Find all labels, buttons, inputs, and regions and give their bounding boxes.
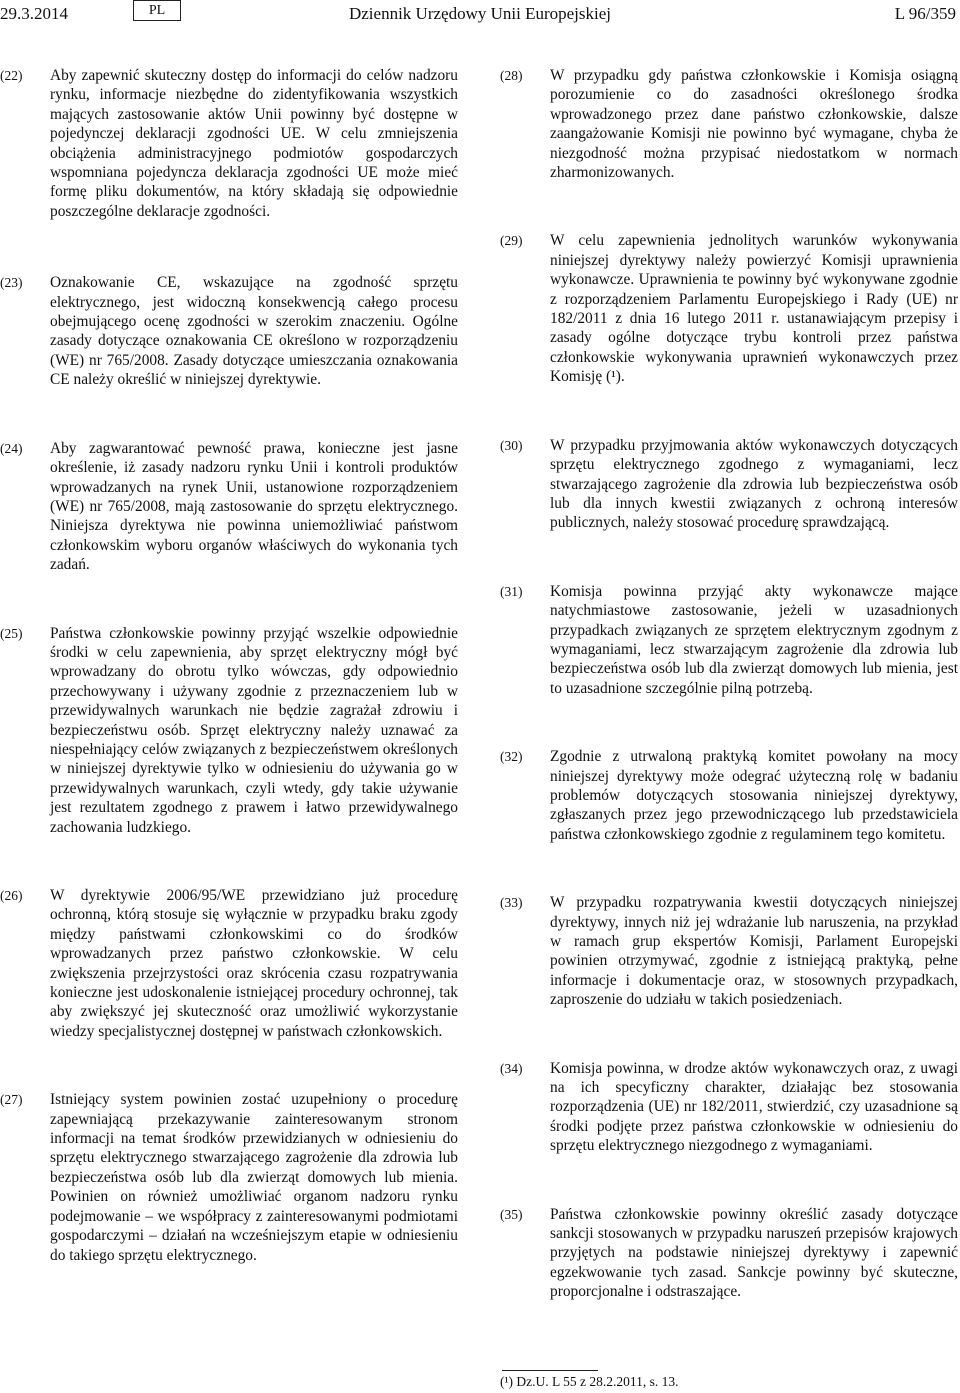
recital-23 bbox=[0, 273, 458, 389]
recital-text: Komisja powinna przyjąć akty wykonawcze mające natychmiastowe zastosowanie, jeżeli w uzasadnionych przypadkach związanych ze sprzętem elektrycznym zgodnym z wymaganiami, lecz stwarzającym zagrożenie dla zdrowia lub bezpieczeństwa osób lub dla zwierząt domowych lub mienia, jest to uzasadnione szczególnie pilną potrzebą. bbox=[550, 582, 958, 697]
recital-text: Komisja powinna, w drodze aktów wykonawczych oraz, z uwagi na ich specyficzny charakter, działając bez stosowania rozporządzenia (UE) nr 182/2011, stwierdzić, czy uzasadnione są środki podjęte przez państwa członkowskie w odniesieniu do sprzętu elektrycznego niezgodnego z wymaganiami. bbox=[550, 1059, 958, 1155]
recital-text: Oznakowanie CE, wskazujące na zgodność sprzętu elektrycznego, jest widoczną konsekwencją całego procesu obejmującego ocenę zgodności w szerokim znaczeniu. Ogólne zasady dotyczące oznakowania CE określono w rozporządzeniu (WE) nr 765/2008. Zasady dotyczące umieszczania oznakowania CE należy określić w niniejszej dyrektywie. bbox=[50, 274, 458, 389]
recital-number: (35) bbox=[500, 1206, 523, 1222]
recital-text: Zgodnie z utrwaloną praktyką komitet powołany na mocy niniejszej dyrektywy może odegrać użyteczną rolę w badaniu problemów dotyczących stosowania niniejszej dyrektywy, zgłaszanych przez jego przewodniczącego lub przedstawiciela państwa członkowskiego zgodnie z regulaminem tego komitetu. bbox=[550, 748, 958, 843]
recital-number: (32) bbox=[500, 749, 523, 765]
page-header bbox=[0, 0, 960, 32]
recital-text: Państwa członkowskie powinny przyjąć wszelkie odpowiednie środki w celu zapewnienia, aby sprzęt elektryczny mógł być wprowadzany do obrotu tylko wówczas, gdy odpowiednio przechowywany i używany zgodnie z przeznaczeniem lub w przewidywalnych warunkach nie będzie zagrażał zdrowiu i bezpieczeństwu osób. Sprzęt elektryczny należy uznawać za niespełniający celów związanych z bezpieczeństwem określonych w niniejszej dyrektywie tylko w odniesieniu do używania go w przewidywalnych warunkach, czyli wtedy, gdy takie używanie jest rezultatem zgodnego z prawem i łatwo przewidywalnego zachowania ludzkiego. bbox=[50, 624, 458, 836]
recital-31 bbox=[500, 582, 958, 698]
journal-title: Dziennik Urzędowy Unii Europejskiej bbox=[348, 4, 611, 23]
recital-number: (25) bbox=[0, 625, 23, 641]
recital-number: (28) bbox=[500, 68, 523, 83]
recital-text: W celu zapewnienia jednolitych warunków wykonywania niniejszej dyrektywy należy powierzyć Komisji uprawnienia wykonawcze. Uprawnienia te powinny być wykonywane zgodnie z rozporządzeniem Parlamentu Europejskiego i Rady (UE) nr 182/2011 z dnia 16 lutego 2011 r. ustanawiającym przepisy i zasady ogólne dotyczące trybu kontroli przez państwa członkowskie wykonywania uprawnień wykonawczych przez Komisję (¹). bbox=[550, 232, 958, 386]
recital-26 bbox=[0, 886, 458, 1041]
recital-number: (29) bbox=[500, 233, 523, 249]
recital-text: Istniejący system powinien zostać uzupełniony o procedurę zapewniającą przekazywanie zainteresowanym stronom informacji na temat środków przewidzianych w odniesieniu do sprzętu elektrycznego stwarzającego zagrożenie dla zdrowia lub bezpieczeństwa osób lub dla zwierząt domowych lub mienia. Powinien on również umożliwiać organom nadzoru rynku podejmowanie – we współpracy z zainteresowanymi podmiotami gospodarczymi – działań na wcześniejszym etapie w odniesieniu do takiego sprzętu elektrycznego. bbox=[50, 1091, 458, 1264]
recital-25 bbox=[0, 624, 458, 837]
recital-30 bbox=[500, 436, 958, 533]
recital-text: Aby zagwarantować pewność prawa, konieczne jest jasne określenie, iż zasady nadzoru rynku Unii i kontroli produktów wprowadzanych na rynek Unii, ustanowione rozporządzeniem (WE) nr 765/2008, mają zastosowanie do sprzętu elektrycznego. Niniejsza dyrektywa nie powinna uniemożliwiać państwom członkowskim wyboru organów właściwych do wykonania tych zadań. bbox=[50, 439, 458, 574]
recital-text: W dyrektywie 2006/95/WE przewidziano już procedurę ochronną, którą stosuje się wyłącznie w przypadku braku zgody między państwami członkowskimi co do środków wprowadzanych przez państwo członkowskie. W celu zwiększenia przejrzystości oraz skrócenia czasu rozpatrywania konieczne jest udoskonalenie istniejącej procedury ochronnej, tak aby zwiększyć jej skuteczność oraz umożliwić wykorzystanie wiedzy specjalistycznej dostępnej w państwach członkowskich. bbox=[50, 887, 458, 1040]
recital-number: (23) bbox=[0, 275, 23, 291]
recital-number: (34) bbox=[500, 1060, 523, 1076]
recital-32 bbox=[500, 747, 958, 844]
language-badge: PL bbox=[133, 0, 181, 21]
recital-33 bbox=[500, 893, 958, 1009]
footnote-divider bbox=[502, 1370, 598, 1371]
recital-27 bbox=[0, 1090, 458, 1265]
recital-29 bbox=[500, 231, 958, 386]
recital-22 bbox=[0, 66, 458, 221]
right-column bbox=[500, 66, 958, 1302]
recital-number: (31) bbox=[500, 583, 523, 599]
recital-text: W przypadku gdy państwa członkowskie i Komisja osiągną porozumienie co do zasadności określonego środka wprowadzonego przez dane państwo członkowskie, dalsze zaangażowanie Komisji nie powinno być wymagane, chyba że niezgodność można przypisać niedostatkom w normach zharmonizowanych. bbox=[550, 67, 958, 182]
recital-text: Aby zapewnić skuteczny dostęp do informacji do celów nadzoru rynku, informacje niezbędne do zidentyfikowania wszystkich mających zastosowanie aktów Unii powinny być dostępne w pojedynczej deklaracji zgodności UE. W celu zmniejszenia obciążenia administracyjnego podmiotów gospodarczych wspomniana pojedyncza deklaracja zgodności UE może mieć formę pliku dokumentów, na który składają się odpowiednie poszczególne deklaracje zgodności. bbox=[50, 67, 458, 220]
recital-number: (24) bbox=[0, 440, 23, 456]
publication-date: 29.3.2014 bbox=[0, 4, 68, 23]
recital-number: (22) bbox=[0, 68, 23, 83]
recital-28 bbox=[500, 66, 958, 182]
recital-34 bbox=[500, 1059, 958, 1156]
recital-35 bbox=[500, 1205, 958, 1302]
recital-text: W przypadku przyjmowania aktów wykonawczych dotyczących sprzętu elektrycznego zgodnego z wymaganiami, lecz stwarzającego zagrożenie dla zdrowia lub bezpieczeństwa osób lub dla innych kwestii związanych z ochroną interesów publicznych, należy stosować procedurę sprawdzającą. bbox=[550, 436, 958, 532]
recital-number: (33) bbox=[500, 895, 523, 911]
recital-number: (27) bbox=[0, 1092, 23, 1108]
recital-number: (30) bbox=[500, 437, 523, 453]
recital-text: Państwa członkowskie powinny określić zasady dotyczące sankcji stosowanych w przypadku naruszeń przepisów krajowych przyjętych na podstawie niniejszej dyrektywy i zapewnić egzekwowanie tych zasad. Sankcje powinny być skuteczne, proporcjonalne i odstraszające. bbox=[550, 1205, 958, 1301]
footnote: (¹) Dz.U. L 55 z 28.2.2011, s. 13. bbox=[500, 1374, 679, 1389]
page-reference: L 96/359 bbox=[894, 4, 956, 23]
recital-number: (26) bbox=[0, 888, 23, 903]
recital-24 bbox=[0, 439, 458, 575]
left-column bbox=[0, 66, 458, 1265]
recital-text: W przypadku rozpatrywania kwestii dotyczących niniejszej dyrektywy, innych niż jej wdrażanie lub naruszenia, na przykład w ramach grup ekspertów Komisji, Parlament Europejski powinien otrzymywać, zgodnie z istniejącą praktyką, pełne informacje i dokumentacje oraz, w stosownych przypadkach, zaproszenie do udziału w takich posiedzeniach. bbox=[550, 894, 958, 1009]
